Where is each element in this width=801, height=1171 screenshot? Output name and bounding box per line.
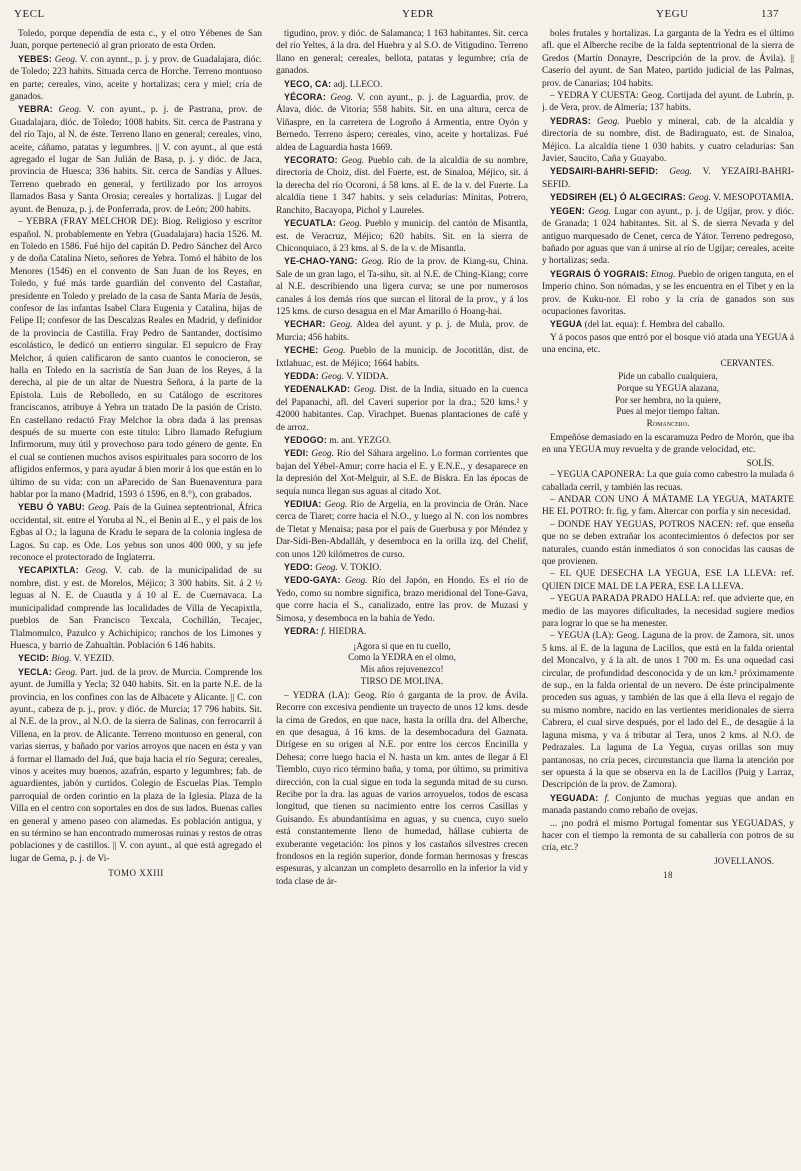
entry-category: Geog.	[339, 219, 362, 230]
entry-text: adj. LLECO.	[333, 79, 383, 90]
dictionary-entry	[276, 255, 528, 318]
entry-text: boles frutales y hortalizas. La garganta de la Yedra es el último afl. que el Alberche recibe de la falda septentrional de la sierra de Gredos (Martín Donayre, Descripción de la prov. de Ávila). || Caserío del ayunt. de San Mateo, partido judicial de las Palmas, prov. de Canarias; 104 habits.	[542, 29, 794, 89]
entry-category: Geog.	[315, 563, 338, 574]
entry-headword: YEDDA:	[284, 370, 319, 381]
entry-category: Geog.	[353, 385, 377, 396]
entry-headword: YECUATLA:	[284, 218, 336, 229]
entry-text: V. YEZAIRI-BAHRI-SEFID.	[542, 167, 794, 190]
entry-text: – YEDRA (LA): Geog. Río ó garganta de la prov. de Ávila. Recorre con excesiva pendiente un trayecto de unos 12 kms. desde la cima de Gredos, en que nace, hasta la orilla dra. del Alberche, en que desagua, á 16 kms. de la desembocadura del Gaznata. Dirígese en su origen al N.E. por entre los cercos Encinilla y Dehesa; corre luego hacia el N. hasta un km. antes de llegar á El Tiemblo, cuyo rico término baña, y toma, por último, su primitiva dirección, con la cual sigue en toda la segunda mitad de su curso. Recibe por la dra. las aguas de varios arroyuelos, todos de escasa longitud, que tienen su nacimiento entre los cerros Casillas y Guisando. Es abundantísima en aguas, y su cuenca, cuyo suelo está constantemente lleno de humedad, hállase cubierta de exuberante vegetación: los pinos y los castaños silvestres crecen frondosos en la región superior, donde forman hermosas y frescas espesuras, y alcanzan un completo desarrollo en la inferior la vid y toda clase de ár-	[276, 690, 528, 887]
dictionary-entry	[10, 103, 262, 216]
entry-text: – EL QUE DESECHA LA YEGUA, ESE LA LLEVA: ref. QUIEN DICE MAL DE LA PERA, ESE LA LLEVA.	[542, 569, 794, 592]
dictionary-entry	[542, 568, 794, 593]
dictionary-entry	[10, 652, 262, 665]
running-head-center: YEDR	[402, 8, 434, 20]
entry-category: Etnog.	[650, 269, 676, 280]
entry-category: f.	[604, 793, 610, 804]
entry-headword: YEDRA:	[284, 626, 319, 637]
dictionary-entry	[10, 28, 262, 53]
entry-text: V. YEZID.	[73, 654, 114, 665]
entry-text: – YEDRA Y CUESTA: Geog. Cortijada del ayunt. de Lubrín, p. j. de Vera, prov. de Almería; 137 habits.	[542, 91, 794, 114]
running-head-center-right: YEGU	[656, 8, 689, 20]
dictionary-entry	[542, 268, 794, 319]
entry-category: Geog.	[669, 167, 692, 178]
entry-category: Geog.	[329, 320, 353, 331]
dictionary-entry	[542, 630, 794, 791]
entry-headword: YEGEN:	[550, 205, 585, 216]
dictionary-entry	[542, 469, 794, 494]
entry-text: (del lat. equa): f. Hembra del caballo.	[584, 320, 725, 331]
entry-headword: YEGUA	[550, 319, 583, 330]
entry-text: V. con ayunt., p. j. de Pastrana, prov. de Guadalajara, dióc. de Toledo; 1008 habits. Sit. cerca de Pastrana y del río Tajo, al N. de éste. Terreno llano en general; cereales, vino, aceite, cáñamo, patatas y legumbres. || V. con ayunt., al que está agregado el lugar de San Julián de Basa, p. j. y dióc. de Jaca, provincia de Huesca; 336 habits. Sit. cerca de Sandías y Allues. Terreno quebrado en general, y fertilizado por los arroyos llamados Basa y Santa Orosia; cereales y hortalizas. || Lugar del ayunt. de Benuza, p. j. de Ponferrada, prov. de León; 200 habits.	[10, 105, 262, 215]
dictionary-entry	[542, 519, 794, 569]
entry-text: Empeñóse demasiado en la escaramuza Pedro de Morón, que iba en una YEGUA muy revuelta y de grande velocidad, etc.	[542, 432, 794, 456]
dictionary-entry	[542, 90, 794, 115]
entry-category: Geog.	[54, 54, 78, 65]
running-head-left: YECL	[14, 8, 45, 20]
entry-text: Río de Argelia, en la provincia de Orán. Nace cerca de Tiaret; corre hacia el N.O., y luego al N. con los nombres de Tletat y Menaisa; pasa por el país de Guerbusa y por Méndez y Dar-Sidi-Ben-Abdalláh, y desemboca en la orilla izq. del Chelif, con unos 120 kilómetros de curso.	[276, 500, 528, 560]
quote-author: JOVELLANOS.	[714, 855, 774, 866]
dictionary-entry	[276, 217, 528, 255]
entry-headword: YEDO-GAYA:	[284, 575, 341, 586]
entry-headword: YEDIUA:	[284, 499, 322, 510]
entry-text: tigudino, prov. y dióc. de Salamanca; 1 163 habitantes. Sit. cerca del río Yeltes, á la dra. del Huebra y al S.O. de Vitigudino. Terreno llano en general; cereales, bellota, patatas y legumbre; cría de ganados.	[276, 29, 528, 77]
dictionary-entry	[276, 625, 528, 638]
column-left	[10, 28, 262, 1164]
entry-headword: YEBU Ó YABU:	[18, 502, 85, 513]
dictionary-entry	[276, 154, 528, 217]
entry-text: – ANDAR CON UNO Á MÁTAME LA YEGUA, MATARTE HE EL POTRO: fr. fig. y fam. Altercar con porfía y sin necesidad.	[542, 494, 794, 518]
verse-line: Pide un caballo cualquiera,	[618, 370, 718, 381]
entry-text: Pueblo cab. de la alcaldía de su nombre, directoría de Choiz, dist. del Fuerte, est. de Sinaloa, Méjico, sit. á la derecha del río Ocoroni, á 58 kms. al E. de la v. del Fuerte. La alcaldía tiene 1 347 habits. y seis celadurías: Minitas, Potrero, Ranchito, Bacayopa, Pichol y Laureles.	[276, 156, 528, 216]
entry-headword: YE-CHAO-YANG:	[284, 256, 358, 267]
entry-headword: YEGRAIS Ó YOGRAIS:	[550, 268, 649, 279]
dictionary-entry	[276, 28, 528, 78]
entry-category: Geog.	[324, 500, 348, 511]
entry-headword: YECAPIXTLA:	[18, 565, 79, 576]
entry-category: Geog.	[688, 193, 711, 204]
entry-text: Pueblo de la municip. de Jocotitlán, dist. de Ixtlahuac, est. de Méjico; 1664 habits.	[276, 346, 528, 369]
verse-line: Mis años rejuvenezco!	[360, 664, 444, 675]
entry-text: V. con aynnt., p. j. y prov. de Guadalajara, dióc. de Toledo; 223 habits. Situada cerca de Horche. Terreno montuoso en parte; cereales, vino, aceite y hortalizas; cera y miel; cría de ganados.	[10, 54, 262, 103]
entry-headword: YECORATO:	[284, 155, 338, 166]
column-middle	[276, 28, 528, 1164]
entry-headword: YECO, CA:	[284, 78, 332, 89]
entry-category: Geog.	[341, 156, 365, 167]
dictionary-entry	[542, 28, 794, 90]
entry-text: V. con ayunt., p. j. de Laguardia, prov. de Álava, dióc. de Vitoria; 558 habits. Sit. en una altura, cerca de Viñaspre, en la carretera de Logroño á Armentia, entre Oyón y Bernedo. Terreno áspero; cereales, vino, aceite y hortalizas. Fué aldea de Laguardia hasta 1669.	[276, 93, 528, 153]
entry-text: – YEGUA CAPONERA: La que guía como cabestro la mulada ó caballada cerril, y también las recuas.	[542, 470, 794, 493]
entry-headword: YEDO:	[284, 562, 313, 573]
entry-text: – DONDE HAY YEGUAS, POTROS NACEN: ref. que enseña que no se deben extrañar los acontecimientos ó defectos por ser naturales, cuando están inmediatos ó son conocidas las causas de que provienen.	[542, 519, 794, 568]
dictionary-entry	[542, 332, 794, 357]
entry-headword: YEDI:	[284, 448, 309, 459]
entry-text: Pueblo de origen tanguta, en el Imperio chino. Son nómadas, y se les encuentra en el Tibet y en la prov. de Kuku-nor. El robo y la cría de ganados son sus ocupaciones favoritas.	[542, 269, 794, 317]
entry-category: Geog.	[596, 116, 620, 127]
dictionary-entry	[276, 498, 528, 561]
entry-text: V. YIDDA.	[346, 371, 389, 382]
entry-text: Río del Japón, en Hondo. Es el río de Yedo, como su nombre significa, brazo meridional del Tone-Gava, que corre hacia el S., canalizado, entre las prov. de Muzasi y Simosa, y desemboca en la bahía de Yedo.	[276, 576, 528, 624]
dictionary-entry	[276, 561, 528, 574]
entry-text: m. ant. YEZGO.	[329, 436, 392, 446]
entry-text: Toledo, porque dependía de esta c., y el otro Yébenes de San Juan, porque perteneció al gran priorato de esta Orden.	[10, 29, 262, 52]
entry-category: Geog.	[322, 346, 346, 357]
entry-text: – YEGUA PARADA PRADO HALLA: ref. que advierte que, en medio de las mayores dificultades, la necesidad sugiere medios para lograr lo que se ha menester.	[542, 594, 794, 630]
dictionary-entry	[276, 574, 528, 625]
entry-text: Río de la prov. de Kiang-su, China. Sale de un gran lago, el Ta-sihu, sit. al N.E. de Ching-Kiang; corre al N.E. describiendo una ligera curva; se une por numerosos canales á los demás ríos que surcan el litoral de la prov., y á los 125 kms. de curso desagua en el Mar Amarillo ó Hoang-hai.	[276, 257, 528, 317]
entry-text: V. cab. de la municipalidad de su nombre, dist. y est. de Morelos, Méjico; 3 300 habits. Sit. á 2 ½ leguas al N. E. de Cuautla y á 10 al E. de Cuernavaca. La municipalidad comprende las localidades de Villa de Yecapixtla, pueblos de San Francisco Texcala, Cochillán, Tecajec, Tlalmomulco, Pazulco y Achichipico; ranchos de los Limones y Huesca, y barrio de Zahualtán. Población 6 146 habits.	[10, 566, 262, 651]
signature-mark: 18	[663, 870, 673, 881]
entry-headword: YEBRA:	[18, 104, 53, 115]
page-number: 137	[761, 8, 779, 20]
dictionary-entry	[542, 432, 794, 457]
verse-line: Pues al mejor tiempo faltan.	[616, 406, 720, 417]
dictionary-entry	[276, 344, 528, 370]
entry-text: Pueblo y municip. del cantón de Misantla, est. de Veracruz, Méjico; 620 habits. Sit. en la sierra de Chiconquiaco, á 23 kms. al S. de la v. de Misantla.	[276, 219, 528, 254]
entry-category: Geog.	[361, 257, 384, 268]
verse-line: ¡Agora si que en tu cuello,	[353, 640, 451, 651]
entry-category: Geog.	[311, 449, 334, 460]
dictionary-entry	[542, 191, 794, 204]
entry-text: Dist. de la India, situado en la cuenca del Papanachi, afl. del Caveri superior por la dra.; 520 kms.² y 42000 habitantes. Cap. Virachpet. Buenas plantaciones de café y de arroz.	[276, 385, 528, 433]
verse-line: Por ser hembra, no la quiere,	[615, 394, 721, 405]
dictionary-entry	[276, 78, 528, 91]
entry-category: Geog.	[87, 503, 111, 514]
dictionary-entry	[542, 494, 794, 519]
entry-text: – YEGUA (LA): Geog. Laguna de la prov. de Zamora, sit. unos 5 kms. al E. de la laguna de Lacillos, que está en la falda oriental del Moncalvo, y á la alt. de unos 1 700 m. Es una oquedad casi circular, de profundidad desconocida y de un km.² próximamente de sup., en la falda oriental de un nevero. De éste principalmente proceden sus aguas, y también de las que á ella lleva el regajo de su mismo nombre, nacido en las vertientes meridionales de sierra Cabrera, el cual sirve después, por el lado del E., de desagüe á la laguna misma, y va á tributar al Tera, unos 2 kms. al N.O. de Pedrazales. La laguna de La Yegua, cuyas orillas son muy pantanosas, no cría peces, circunstancia que llama la atención por ser opuesta á la que se observa en la de Lacillos (Puig y Larraz, Descripción de la prov. de Zamora).	[542, 631, 794, 791]
entry-category: Geog.	[58, 105, 82, 116]
entry-headword: YÉCORA:	[284, 92, 326, 103]
quote-author: CERVANTES.	[720, 357, 774, 368]
entry-headword: YEDENALKAD:	[284, 384, 351, 395]
entry-headword: YEDOGO:	[284, 435, 327, 445]
volume-label: TOMO XXIII	[108, 868, 164, 879]
verse-source: TIRSO DE MOLINA.	[360, 675, 444, 686]
entry-text: – YEBRA (FRAY MELCHOR DE): Biog. Religioso y escritor español. N. probablemente en Yebra (Guadalajara) hacia 1526. M. en Toledo en 1586. Fué hijo del capitán D. Pedro Sánchez del Arco y de doña Catalina Nieto, señores de Yebra. Tomó el hábito de los Menores (1546) en el convento de San Juan de los Reyes, en Toledo, y fué más tarde guardián del convento del Castañar, presidente en Toledo y prelado de la casa de Santa María de Jesús, confesor de las infantas Isabel Clara Eugenia y Catalina, hijas de Felipe II; confesor de las Descalzas Reales en Madrid, y definidor de la provincia de Castilla. Fray Pedro de Santander, doctísimo escolástico, le dedicó un entierro singular. El sepulcro de Fray Melchor, á quien calificaron de santo cuantos le conocieron, se halla en Toledo en la sacristía de San Juan de los Reyes, á la derecha, al pie de un altar de Nuestra Señora, á la parte de la Epístola. Luis de Rebolledo, en su Catálogo de escritores franciscanos, atribuye á Yebra un tratado De la pasión de Cristo. En castellano redactó Fray Melchor la obra dada á las prensas después de su muerte con este título: Libro llamado Refugium Infirmorum, muy útil y provechoso para todo género de gente. En el cual se contienen muchos avisos espirituales para socorro de los afligidos enfermos, y para ayudar á bien morir á los que están en lo último de su vida: con un aParecido de San Buenaventura para hablar por la mano (Madrid, 1593 ó 1596, en 8.°), con grabados.	[10, 217, 262, 501]
entry-headword: YECHAR:	[284, 319, 326, 330]
entry-text: Río del Sáhara argelino. Lo forman corrientes que bajan del Yébel-Amur; corre hacia el E. y E.N.E., y desaparece en la depresión del Xot-Melguir, al S.E. de Biskra. En las épocas de sequía nunca llegan sus aguas al citado Xot.	[276, 449, 528, 497]
running-head	[10, 8, 791, 24]
dictionary-entry	[276, 434, 528, 447]
entry-text: Y á pocos pasos que entró por el bosque vió atada una YEGUA á una encina, etc.	[542, 332, 794, 356]
entry-text: ... ¡no podrá el mismo Portugal fomentar sus YEGUADAS, y hacer con el tiempo la remonta de su caballería con potros de su cría, etc.?	[542, 818, 794, 854]
entry-headword: YECLA:	[18, 666, 52, 677]
column-right	[542, 28, 794, 1164]
dictionary-entry	[10, 564, 262, 652]
entry-text: Aldea del ayunt. y p. j. de Mula, prov. de Murcia; 456 habits.	[276, 320, 528, 343]
verse-line: Porque su YEGUA alazana,	[616, 382, 720, 393]
entry-category: Geog.	[85, 566, 108, 577]
entry-category: Geog.	[54, 667, 78, 678]
entry-text: Pueblo y mineral, cab. de la alcaldía y directoría de su nombre, dist. de Badiraguato, est. de Sinaloa, Méjico. La alcaldía tiene 1 030 habits. y cuatro celadurías: San Javier, Saucito, Caña y Guayabo.	[542, 116, 794, 165]
dictionary-entry	[10, 666, 262, 866]
entry-headword: YEGUADA:	[550, 792, 599, 803]
dictionary-entry	[276, 690, 528, 889]
entry-headword: YEDSIREH (EL) Ó ALGECIRAS:	[550, 192, 686, 203]
entry-text: Lugar con ayunt., p. j. de Ugíjar, prov. y dióc. de Granada; 1 024 habitantes. Sit. al S. de sierra Nevada y del antiguo marquesado de Cenet, cerca de Yátor. Terreno pedregoso, bañado por aguas que van á unirse al río de Ugíjar; cereales, aceite y hortalizas; seda.	[542, 206, 794, 267]
dictionary-entry	[10, 501, 262, 564]
entry-text: País de la Guinea septentrional, África occidental, sit. entre el Yoruba al N., el Benin al E., y el país de los Egbas al O.; la laguna de Kradu le separa de la colonia inglesa de Lagos. Su cap. es Ode. Los yebus son unos 400 000, y su jefe reconoce el protectorado de Inglaterra.	[10, 503, 262, 564]
dictionary-entry	[542, 593, 794, 630]
verse-source: Romancero.	[646, 418, 690, 429]
entry-headword: YECHE:	[284, 345, 319, 356]
entry-category: f.	[321, 627, 327, 638]
entry-category: Biog.	[51, 654, 72, 665]
dictionary-entry	[542, 318, 794, 331]
dictionary-entry	[276, 91, 528, 154]
entry-headword: YECID:	[18, 653, 50, 664]
dictionary-entry	[10, 53, 262, 104]
entry-text: V. MESOPOTAMIA.	[713, 193, 794, 204]
quote-author: SOLÍS.	[746, 457, 774, 468]
dictionary-entry	[276, 383, 528, 434]
dictionary-entry	[542, 205, 794, 268]
entry-text: Part. jud. de la prov. de Murcia. Comprende los ayunt. de Jumilla y Yecla; 32 040 habits. Sit. en la parte N.E. de la provincia, en los confines con las de Albacete y Alicante. || C. con ayunt., cabeza de p. j., prov. y dióc. de Murcia; 17 796 habits. Sit. al N.E. de la prov., al N.O. de la sierra de Salinas, con ferrocarril á Villena, en la prov. de Alicante. Terreno montuoso en general, con varias sierras, y bañado por varios arroyos que nacen en ésta y van á formar el llamado del Juá, que baja hacia el río Segura; cereales, vinos y aceites muy buenos, azafrán, esparto y legumbres; fab. de aguardientes, jabón y curtidos. Colegio de Escuelas Pías. Templo parroquial de orden corintio en la plaza de la Iglesia. Plaza de la Villa en el centro con soportales en dos de sus lados. Buenas calles en general y ameno paseo con alamedas. Es población antigua, y en su término se han encontrado numerosas ruinas y restos de otras poblaciones y de castillos. || V. con ayunt., al que está agregado el lugar de Gema, p. j. de Vi-	[10, 667, 262, 864]
dictionary-entry	[276, 318, 528, 344]
verse-quote	[542, 371, 794, 430]
entry-text: V. TOKIO.	[340, 563, 382, 574]
dictionary-entry	[542, 165, 794, 191]
entry-text: HIEDRA.	[328, 627, 367, 638]
entry-headword: YEDSAIRI-BAHRI-SEFID:	[550, 166, 659, 177]
entry-category: Geog.	[330, 93, 353, 104]
dictionary-entry	[542, 818, 794, 855]
dictionary-entry	[276, 447, 528, 498]
entry-headword: YEBES:	[18, 53, 52, 64]
dictionary-entry	[10, 216, 262, 501]
entry-category: Geog.	[588, 206, 611, 217]
dictionary-entry	[542, 115, 794, 166]
entry-category: Geog.	[344, 576, 368, 587]
entry-text: Conjunto de muchas yeguas que andan en manada pastando como rebaño de ovejas.	[542, 793, 794, 817]
entry-headword: YEDRAS:	[550, 115, 591, 126]
verse-line: Como la YEDRA en el olmo,	[348, 652, 456, 663]
dictionary-entry	[542, 792, 794, 818]
entry-category: Geog.	[321, 371, 344, 382]
verse-quote	[276, 641, 528, 688]
text-columns	[10, 28, 794, 1164]
dictionary-entry	[276, 370, 528, 383]
